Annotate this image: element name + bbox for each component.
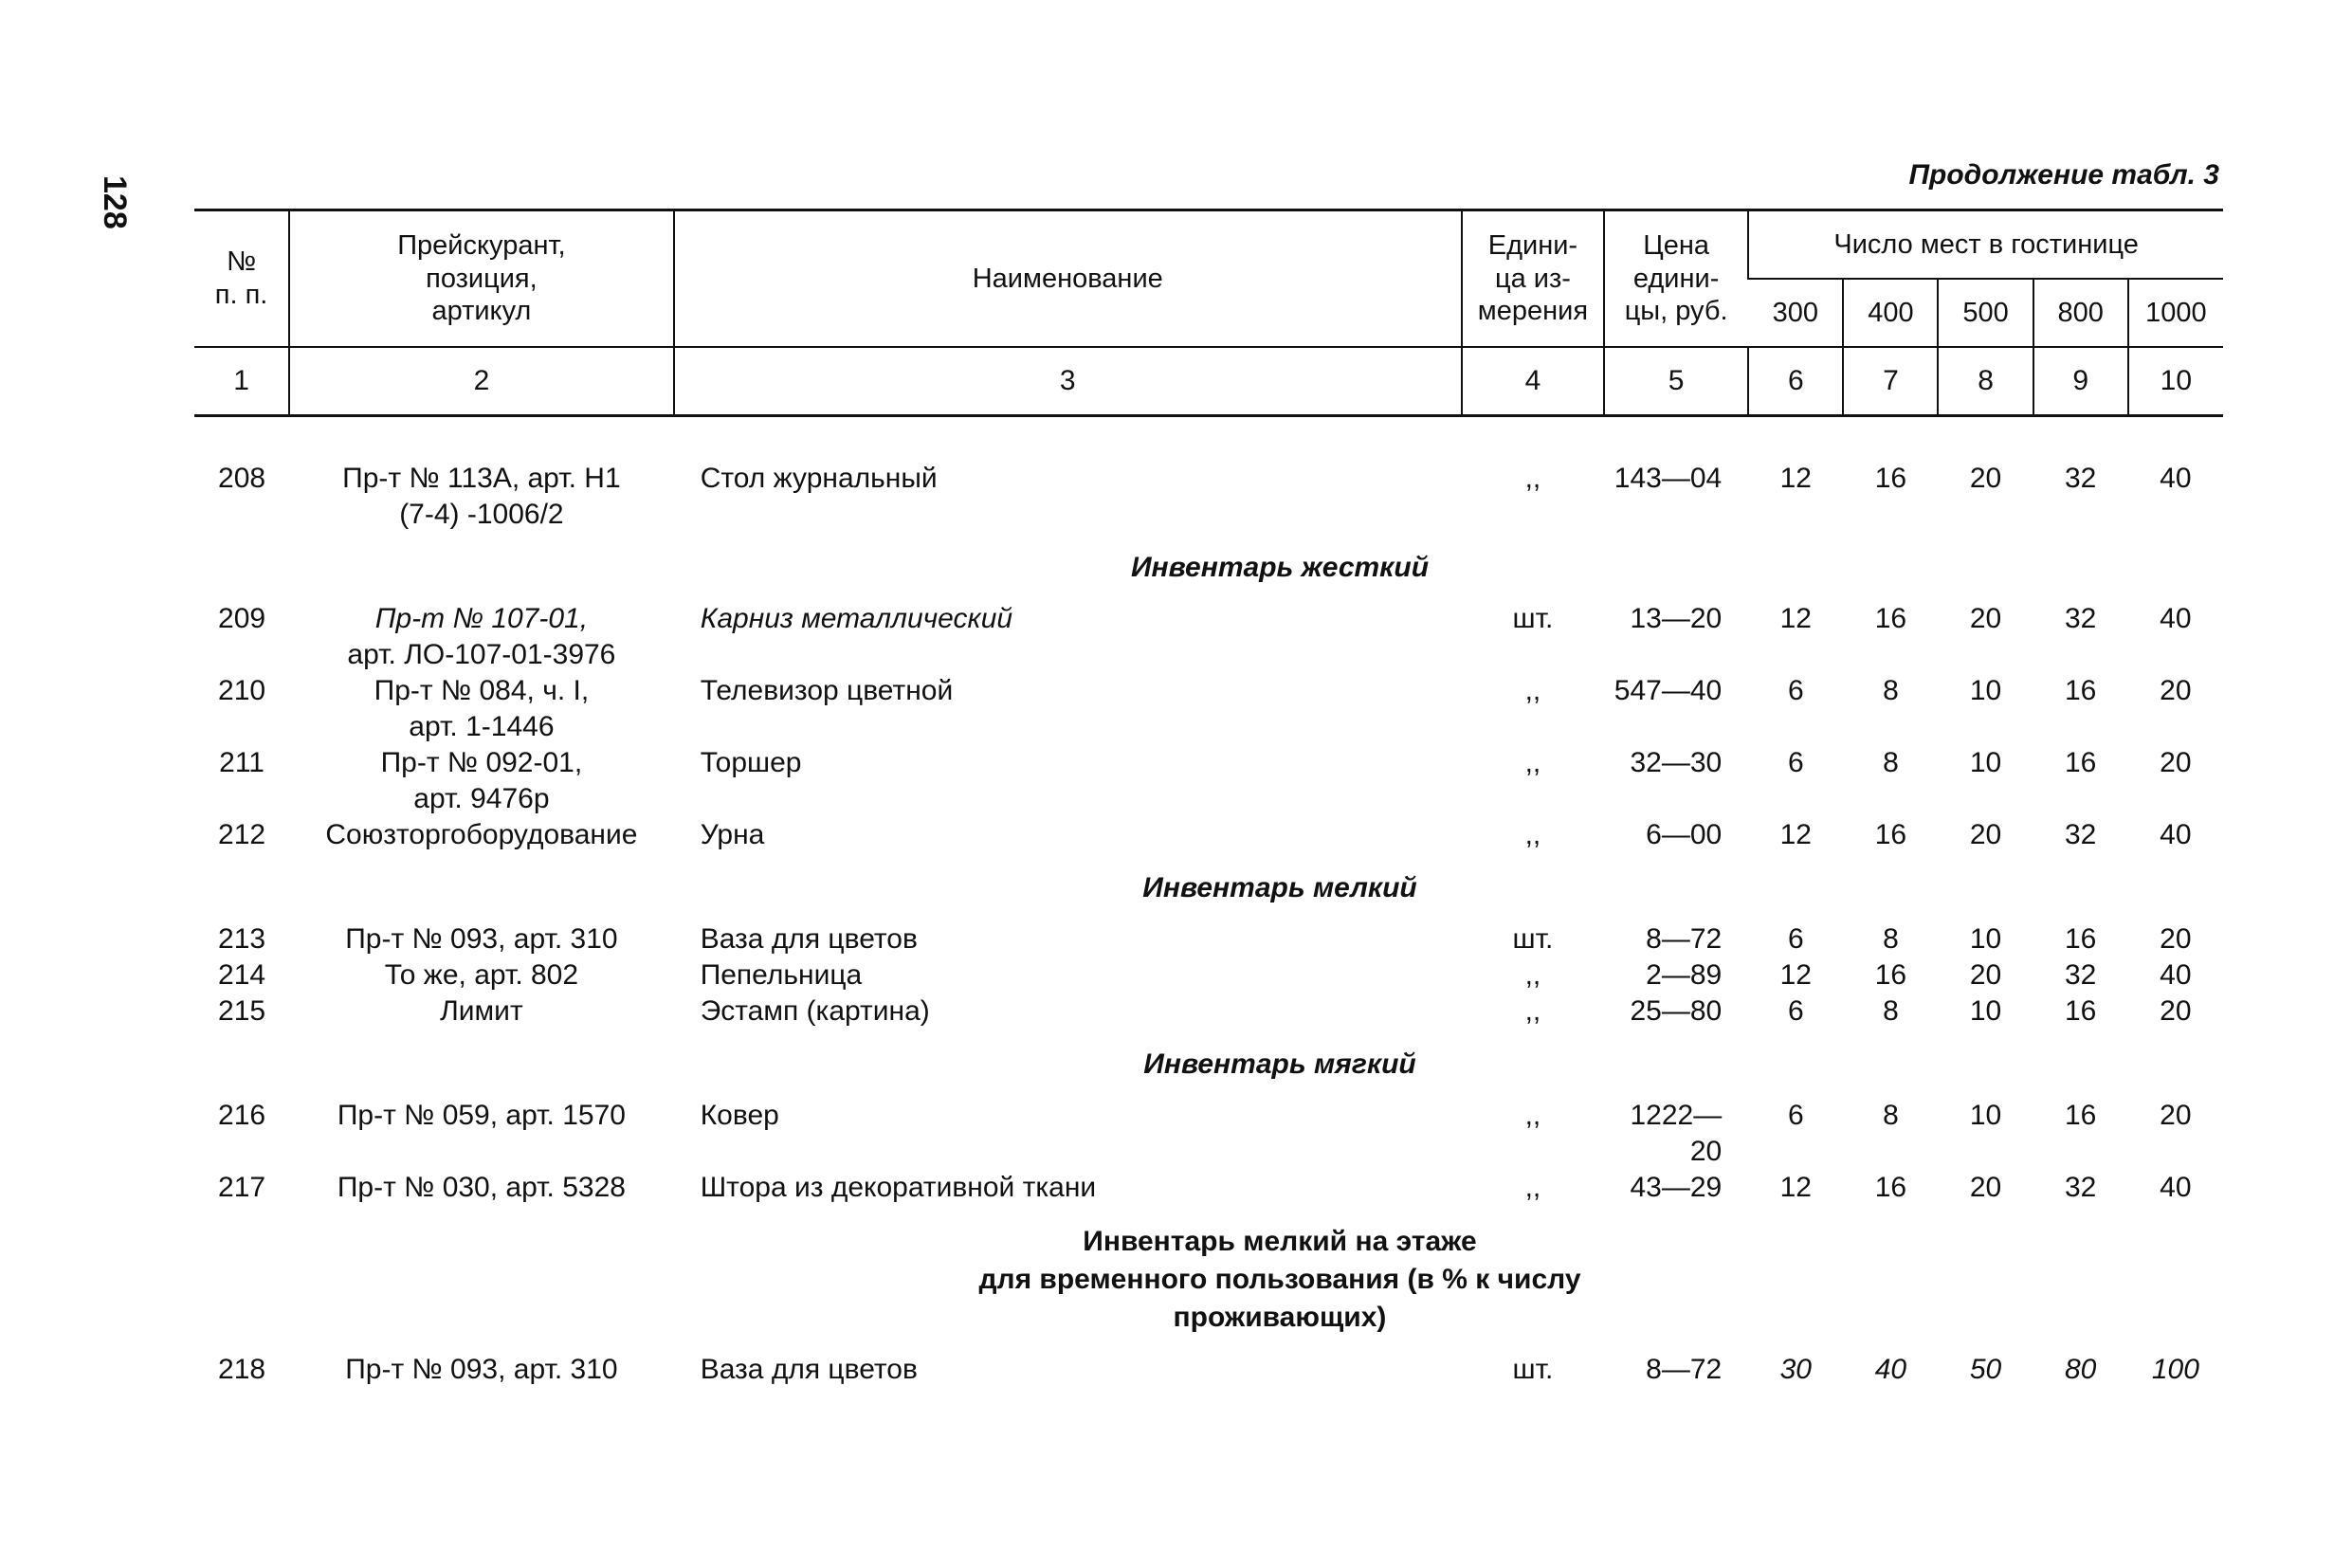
header-unit: Едини- ца из- мерения	[1462, 210, 1604, 348]
table-row: 209 Пр-т № 107-01, арт. ЛО-107-01-3976 Карниз металлический шт. 13—20 12 16 20 32 40	[218, 603, 2192, 670]
col-number-9: 9	[2033, 347, 2128, 416]
table-row: 211 Пр-т № 092-01, арт. 9476р Торшер ,, 32—30 6 8 10 16 20	[219, 747, 2192, 814]
header-hotel-capacity: Число мест в гостинице	[1748, 210, 2223, 280]
col-number-10: 10	[2128, 347, 2223, 416]
header-capacity-1000: 1000	[2128, 279, 2223, 347]
table-row: 208 Пр-т № 113А, арт. Н1 (7-4) -1006/2 Стол журнальный ,, 143—04 12 16 20 32 40	[218, 463, 2192, 530]
table-row: 218 Пр-т № 093, арт. 310 Ваза для цветов шт. 8—72 30 40 50 80 100	[218, 1354, 2199, 1385]
page-number: 128	[97, 175, 133, 229]
section-heading: Инвентарь мелкий на этаже для временного пользования (в % к числу проживающих)	[978, 1226, 1581, 1333]
section-heading: Инвентарь мелкий	[1142, 872, 1417, 903]
table-body	[194, 416, 2223, 1389]
header-capacity-300: 300	[1772, 297, 1818, 328]
section-heading: Инвентарь жесткий	[1130, 552, 1430, 583]
header-price-list: Прейскурант, позиция, артикул	[289, 210, 674, 348]
col-number-2: 2	[289, 347, 674, 416]
table-continuation-label: Продолжение табл. 3	[1908, 159, 2219, 191]
table-row: 215 Лимит Эстамп (картина) ,, 25—80 6 8 10 16 20	[218, 995, 2192, 1027]
header-capacity-500: 500	[1938, 279, 2033, 347]
table-row: 214 То же, арт. 802 Пепельница ,, 2—89 12 16 20 32 40	[218, 959, 2192, 991]
col-number-4: 4	[1462, 347, 1604, 416]
col-number-5: 5	[1604, 347, 1748, 416]
header-item-name: Наименование	[674, 210, 1462, 348]
col-number-7: 7	[1843, 347, 1938, 416]
section-heading: Инвентарь мягкий	[1143, 1048, 1416, 1080]
col-number-1: 1	[194, 347, 289, 416]
header-capacity-400: 400	[1843, 279, 1938, 347]
table-row: 212 Союзторгоборудование Урна ,, 6—00 12 16 20 32 40	[218, 819, 2192, 850]
col-number-8: 8	[1938, 347, 2033, 416]
header-unit-price: Цена едини- цы, руб.	[1604, 210, 1748, 348]
table-row: 216 Пр-т № 059, арт. 1570 Ковер ,, 1222—20 6 8 10 16 20	[218, 1100, 2192, 1167]
header-row-number: № п. п.	[194, 210, 289, 348]
col-number-3: 3	[674, 347, 1462, 416]
header-capacity-800: 800	[2033, 279, 2128, 347]
table-row: 210 Пр-т № 084, ч. I, арт. 1-1446 Телевизор цветной ,, 547—40 6 8 10 16 20	[218, 675, 2192, 742]
table-row: 213 Пр-т № 093, арт. 310 Ваза для цветов шт. 8—72 6 8 10 16 20	[218, 923, 2192, 955]
table-row: 217 Пр-т № 030, арт. 5328 Штора из декоративной ткани ,, 43—29 12 16 20 32 40	[218, 1172, 2192, 1203]
inventory-table	[194, 209, 2223, 1388]
table-header	[194, 210, 2223, 416]
col-number-6: 6	[1748, 347, 1843, 416]
